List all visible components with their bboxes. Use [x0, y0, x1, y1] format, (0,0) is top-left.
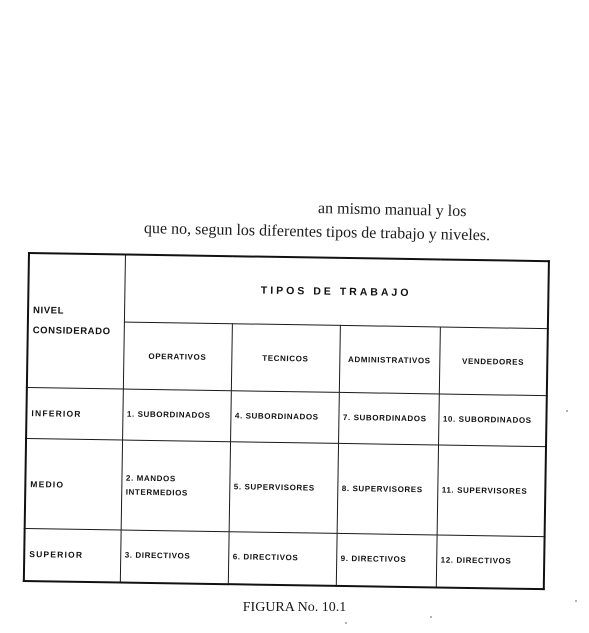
- table-cell: 5. SUPERVISORES: [229, 442, 338, 533]
- types-header: TIPOS DE TRABAJO: [124, 255, 549, 329]
- row-level-superior: SUPERIOR: [24, 528, 121, 582]
- level-header-cell: [27, 253, 125, 389]
- table-cell: 4. SUBORDINADOS: [230, 391, 339, 444]
- column-header-operativos: OPERATIVOS: [123, 322, 232, 391]
- intro-text-line-1: an mismo manual y los: [317, 200, 467, 221]
- table-cell: 10. SUBORDINADOS: [438, 394, 547, 447]
- row-level-medio: MEDIO: [25, 439, 122, 530]
- level-header-line-2: CONSIDERADO: [32, 324, 111, 337]
- work-types-table: [23, 252, 550, 590]
- scan-speck: [430, 616, 432, 618]
- figure-table-container: [23, 252, 548, 590]
- column-header-administrativos: ADMINISTRATIVOS: [339, 325, 440, 394]
- intro-text-line-2: que no, segun los diferentes tipos de trabajo y niveles.: [143, 220, 491, 245]
- table-cell: 8. SUPERVISORES: [337, 444, 438, 535]
- table-cell: 12. DIRECTIVOS: [436, 535, 545, 589]
- table-row: [24, 528, 545, 589]
- table-cell: 1. SUBORDINADOS: [122, 389, 231, 442]
- figure-caption: FIGURA No. 10.1: [242, 600, 347, 615]
- table-cell: 11. SUPERVISORES: [437, 445, 546, 536]
- row-level-inferior: INFERIOR: [26, 387, 123, 440]
- table-cell: 7. SUBORDINADOS: [338, 392, 439, 445]
- table-cell: 9. DIRECTIVOS: [336, 533, 437, 587]
- table-cell: 6. DIRECTIVOS: [228, 531, 337, 585]
- scan-speck: [566, 410, 568, 412]
- table-cell-text: 2. MANDOS INTERMEDIOS: [125, 473, 188, 498]
- column-header-tecnicos: TECNICOS: [231, 324, 340, 393]
- scan-speck: [345, 622, 347, 624]
- table-cell: [121, 440, 230, 531]
- table-row: [25, 439, 546, 536]
- level-header-line-1: NIVEL: [33, 304, 65, 317]
- table-cell: 3. DIRECTIVOS: [120, 530, 229, 584]
- table-row: [26, 387, 547, 447]
- column-header-vendedores: VENDEDORES: [439, 327, 548, 396]
